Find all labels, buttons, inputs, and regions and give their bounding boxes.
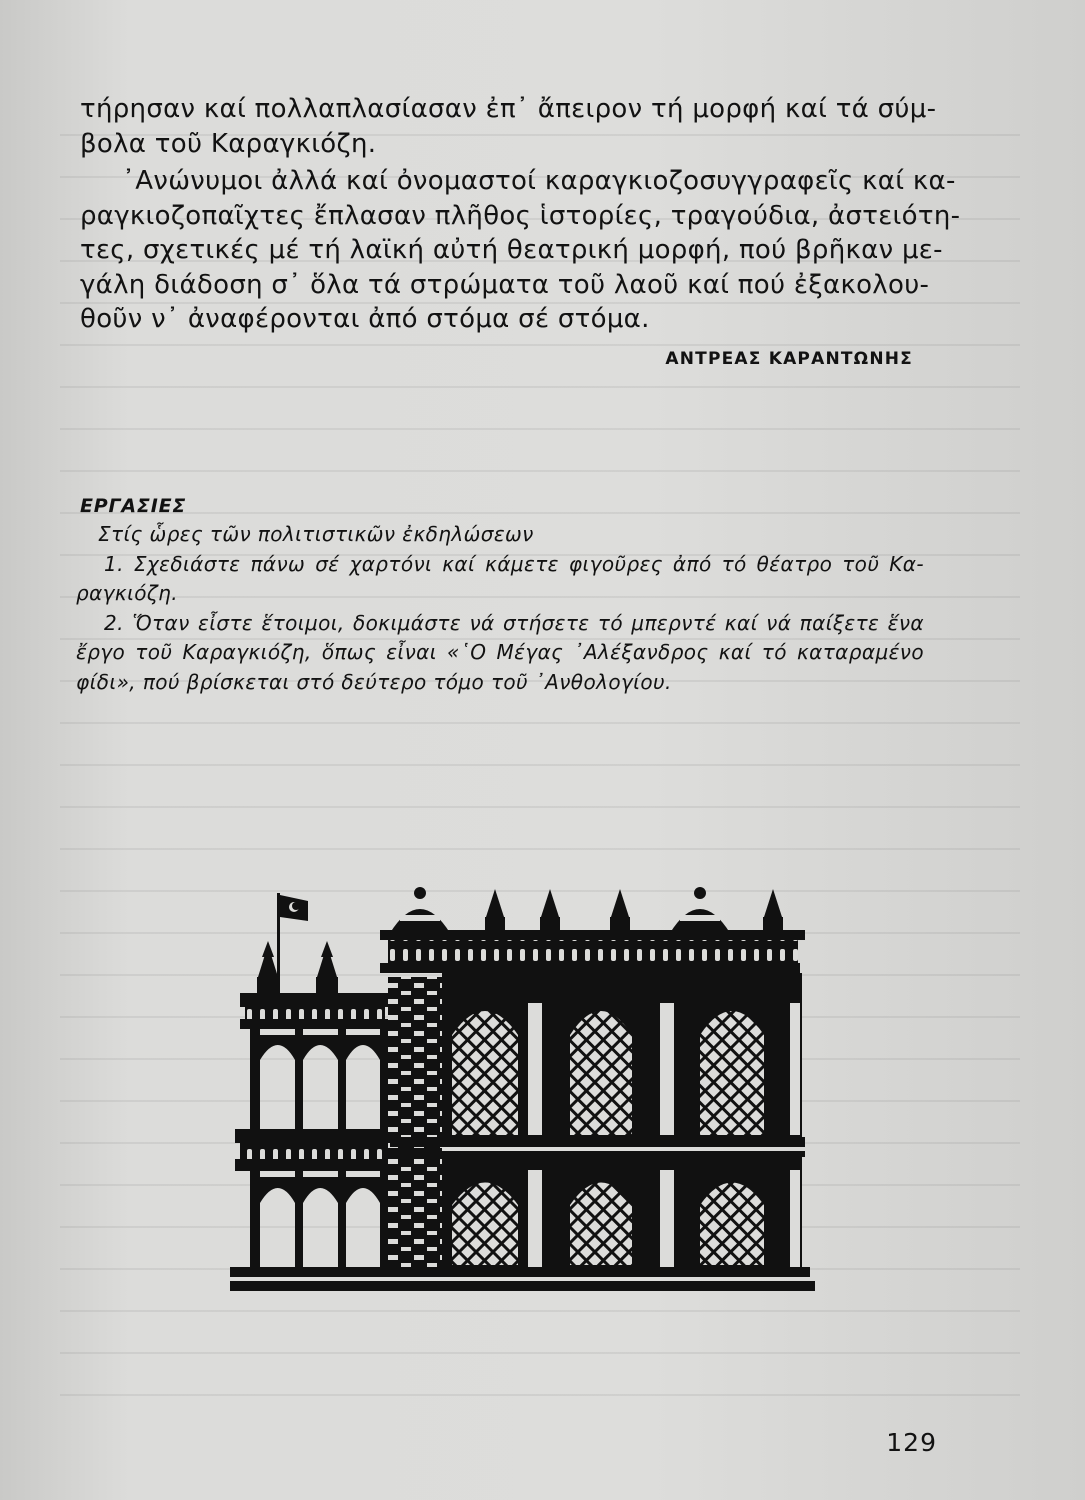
tasks-intro: Στίς ὧρες τῶν πολιτιστικῶν ἐκδηλώσεων	[98, 522, 534, 546]
text-line: γάλη διάδοση σ᾽ ὅλα τά στρώματα τοῦ λαοῦ καί πού ἐξακολου-	[80, 269, 930, 300]
task-item-line: 1. Σχεδιάστε πάνω σέ χαρτόνι καί κάμετε φιγοῦρες ἀπό τό θέατρο τοῦ Κα-	[104, 551, 924, 576]
finial-icon	[763, 889, 783, 931]
text-line: τες, σχετικές μέ τή λαϊκή αὐτή θεατρική μορφή, πού βρῆκαν με-	[80, 235, 943, 265]
flag-icon	[277, 893, 308, 1003]
base-step	[230, 1281, 815, 1291]
dome-icon	[390, 887, 450, 933]
stair-tower	[388, 977, 442, 1277]
page-number: 129	[886, 1428, 937, 1457]
finial-icon	[610, 889, 630, 931]
lower-floor	[442, 1157, 802, 1270]
roof-balustrade	[380, 930, 805, 973]
finial-icon	[485, 889, 505, 931]
task-item-line: ραγκιόζη.	[76, 581, 179, 605]
text-line: βολα τοῦ Καραγκιόζη.	[80, 128, 377, 159]
finial-icon	[540, 889, 560, 931]
tasks-heading: ΕΡΓΑΣΙΕΣ	[80, 495, 187, 517]
paragraph-continuation	[80, 92, 937, 161]
task-item-line: ἔργο τοῦ Καραγκιόζη, ὅπως εἶναι «῾Ο Μέγας ᾽Αλέξανδρος καί τό καταραμένο	[76, 640, 924, 664]
text-line: ραγκιοζοπαῖχτες ἔπλασαν πλῆθος ἱστορίες, τραγούδια, ἀστειότη-	[80, 200, 961, 231]
upper-floor	[442, 973, 802, 1143]
finial-icon	[257, 941, 279, 993]
dome-icon	[670, 887, 730, 933]
base-step	[230, 1267, 810, 1277]
text-line: ᾽Ανώνυμοι ἀλλά καί ὀνομαστοί καραγκιοζοσυγγραφεῖς καί κα-	[122, 166, 956, 196]
tasks-list	[76, 520, 924, 697]
left-wing	[235, 993, 395, 1271]
author-signature: ΑΝΤΡΕΑΣ ΚΑΡΑΝΤΩΝΗΣ	[665, 349, 913, 369]
task-item-line: φίδι», πού βρίσκεται στό δεύτερο τόμο τοῦ ᾽Ανθολογίου.	[76, 669, 672, 694]
text-line: τήρησαν καί πολλαπλασίασαν ἐπ᾽ ἄπειρον τή μορφή καί τά σύμ-	[80, 94, 937, 124]
paragraph-body	[80, 164, 961, 337]
finial-icon	[316, 941, 338, 993]
task-item-line: 2. Ὅταν εἶστε ἕτοιμοι, δοκιμάστε νά στήσετε τό μπερντέ καί νά παίξετε ἕνα	[104, 610, 924, 635]
text-line: θοῦν ν᾽ ἀναφέρονται ἀπό στόμα σέ στόμα.	[80, 304, 650, 334]
cornice	[390, 1137, 805, 1147]
palace-illustration	[230, 885, 820, 1295]
